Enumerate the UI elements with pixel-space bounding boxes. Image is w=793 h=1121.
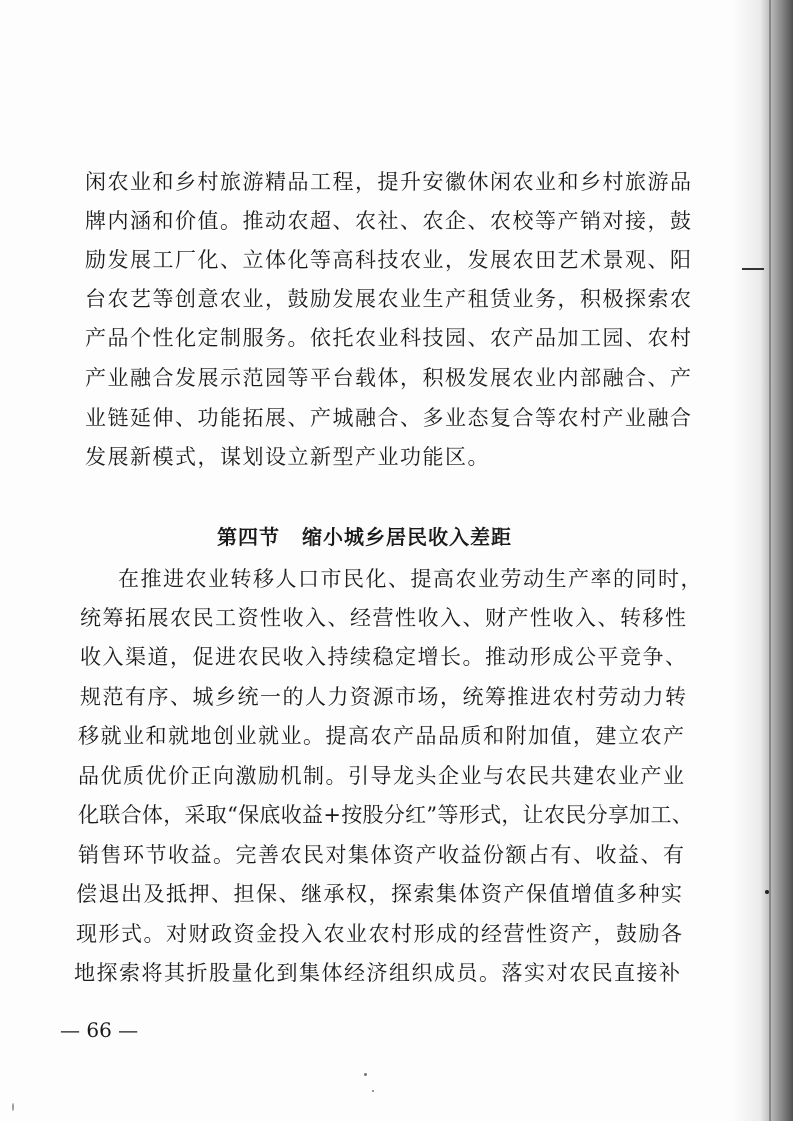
scan-edge-line	[769, 0, 771, 1121]
paragraph2-line: 偿退出及抵押、担保、继承权，探索集体资产保值增值多种实	[76, 882, 684, 906]
paragraph2-line: 地探索将其折股量化到集体经济组织成员。落实对农民直接补	[74, 961, 682, 985]
paragraph2-line: 移就业和就地创业就业。提高农产品品质和附加值，建立农产	[78, 724, 686, 748]
section-heading	[217, 525, 512, 549]
paragraph2-line: 销售环节收益。完善农民对集体资产收益份额占有、收益、有	[78, 843, 686, 867]
paragraph2-line: 规范有序、城乡统一的人力资源市场，统筹推进农村劳动力转	[80, 685, 688, 709]
section-title: 缩小城乡居民收入差距	[302, 525, 512, 549]
paragraph1-line: 产品个性化定制服务。依托农业科技园、农产品加工园、农村	[85, 326, 693, 350]
scan-speck	[372, 1090, 374, 1092]
scan-speck	[12, 1103, 14, 1111]
page-number: — 66 —	[60, 1018, 139, 1042]
paragraph1-line: 发展新模式，谋划设立新型产业功能区。	[85, 445, 490, 469]
paragraph2-line: 化联合体，采取“保底收益+按股分红”等形式，让农民分享加工、	[78, 803, 694, 827]
paragraph2-line: 在推进农业转移人口市民化、提高农业劳动生产率的同时，	[118, 567, 703, 591]
paragraph1-line: 产业融合发展示范园等平台载体，积极发展农业内部融合、产	[85, 366, 693, 390]
paragraph2-line: 现形式。对财政资金投入农业农村形成的经营性资产，鼓励各	[76, 922, 684, 946]
paragraph2-line: 收入渠道，促进农民收入持续稳定增长。推动形成公平竞争、	[80, 645, 688, 669]
scan-speck	[765, 890, 769, 894]
scan-edge-shadow	[733, 0, 793, 1121]
section-number: 第四节	[217, 525, 280, 549]
scan-speck	[364, 1073, 367, 1076]
paragraph1-line: 励发展工厂化、立体化等高科技农业，发展农田艺术景观、阳	[85, 248, 693, 272]
paragraph1-line: 业链延伸、功能拓展、产城融合、多业态复合等农村产业融合	[85, 406, 693, 430]
paragraph2-line: 统筹拓展农民工资性收入、经营性收入、财产性收入、转移性	[80, 606, 688, 630]
paragraph1-line: 牌内涵和价值。推动农超、农社、农企、农校等产销对接，鼓	[85, 209, 693, 233]
paragraph2-line: 品优质优价正向激励机制。引导龙头企业与农民共建农业产业	[78, 764, 686, 788]
paragraph1-line: 闲农业和乡村旅游精品工程，提升安徽休闲农业和乡村旅游品	[85, 170, 693, 194]
margin-tick-mark	[742, 268, 764, 270]
paragraph1-line: 台农艺等创意农业，鼓励发展农业生产租赁业务，积极探索农	[85, 287, 693, 311]
